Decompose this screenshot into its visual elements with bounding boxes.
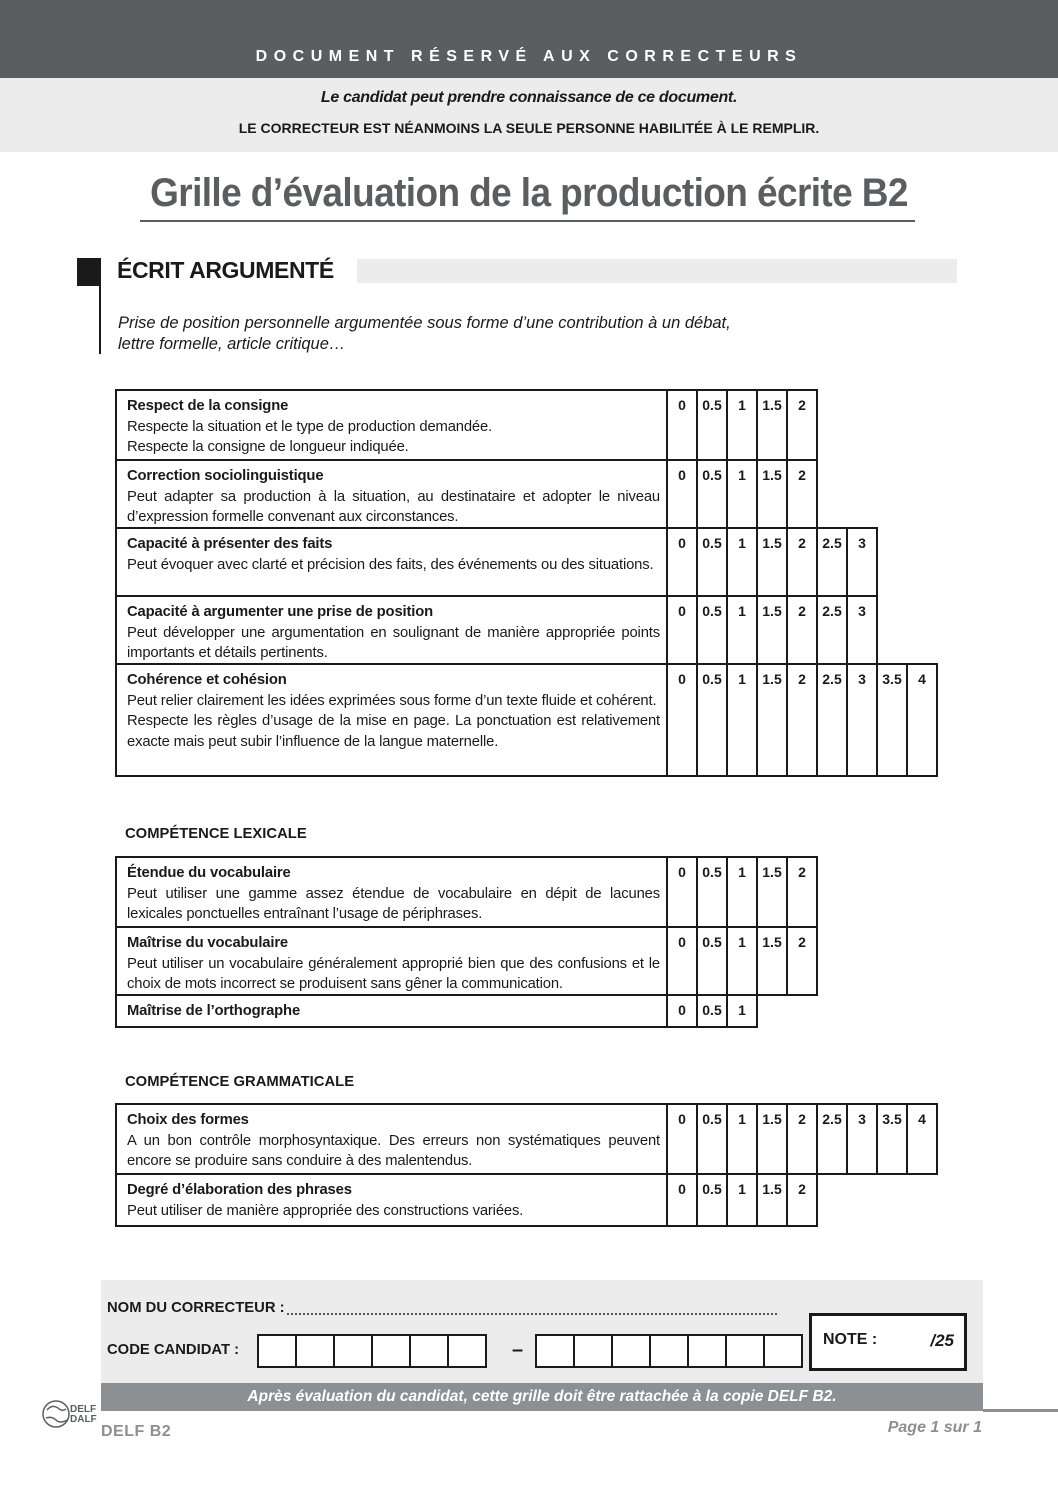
score-cell[interactable]: 0.5 — [696, 856, 728, 928]
score-options — [666, 389, 818, 461]
code-digit-box[interactable] — [687, 1334, 727, 1368]
score-options — [666, 663, 938, 777]
score-cell[interactable]: 3 — [846, 663, 878, 777]
notice-line-1: Le candidat peut prendre connaissance de ce document. — [320, 89, 738, 106]
score-cell[interactable]: 0.5 — [696, 1103, 728, 1175]
criterion-description-cell — [115, 527, 668, 597]
section-description-line: Prise de position personnelle argumentée sous forme d’une contribution à un débat, — [118, 314, 731, 332]
criterion-title: Étendue du vocabulaire — [127, 865, 291, 881]
score-cell[interactable]: 2.5 — [816, 1103, 848, 1175]
criterion-text: A un bon contrôle morphosyntaxique. Des erreurs non systématiques peuvent encore se produire sans conduire à des malentendus. — [127, 1132, 660, 1170]
note-max: /25 — [930, 1331, 954, 1350]
score-cell[interactable]: 3 — [846, 1103, 878, 1175]
criterion-title: Capacité à argumenter une prise de position — [127, 604, 434, 620]
score-cell[interactable]: 2.5 — [816, 527, 848, 597]
code-digit-box[interactable] — [295, 1334, 335, 1368]
score-cell[interactable]: 2.5 — [816, 663, 848, 777]
section-description — [118, 313, 898, 355]
score-options — [666, 527, 878, 597]
note-box[interactable] — [809, 1313, 967, 1371]
score-cell[interactable]: 0 — [666, 459, 698, 529]
score-options — [666, 459, 818, 529]
criterion-text: Peut utiliser un vocabulaire généralement approprié bien que des confusions et le choix de mots incorrect se produisent sans gêner la communication. — [127, 955, 660, 993]
attachment-note: Après évaluation du candidat, cette grille doit être rattachée à la copie DELF B2. — [101, 1383, 983, 1411]
code-digit-box[interactable] — [371, 1334, 411, 1368]
score-cell[interactable]: 0 — [666, 663, 698, 777]
candidate-code-boxes-left — [257, 1334, 487, 1368]
criterion-text: Peut utiliser de manière appropriée des constructions variées. — [127, 1202, 524, 1219]
criterion-text: Peut développer une argumentation en soulignant de manière appropriée points importants et détails pertinents. — [127, 624, 660, 662]
score-cell[interactable]: 1 — [726, 389, 758, 461]
reserved-notice: DOCUMENT RÉSERVÉ AUX CORRECTEURS — [255, 48, 803, 65]
score-cell[interactable]: 1 — [726, 595, 758, 665]
footer-rule — [983, 1409, 1058, 1412]
code-digit-box[interactable] — [649, 1334, 689, 1368]
score-cell[interactable]: 2 — [786, 459, 818, 529]
score-cell[interactable]: 0.5 — [696, 994, 728, 1028]
score-cell[interactable]: 2 — [786, 663, 818, 777]
lexical-heading: COMPÉTENCE LEXICALE — [125, 826, 307, 842]
score-cell[interactable]: 1 — [726, 663, 758, 777]
criterion-description-cell — [115, 994, 668, 1028]
score-options — [666, 1173, 818, 1227]
criterion-title: Respect de la consigne — [127, 398, 289, 414]
criterion-text: Peut adapter sa production à la situation, au destinataire et adopter le niveau d’expression formelle convenant aux circonstances. — [127, 488, 660, 526]
code-digit-box[interactable] — [257, 1334, 297, 1368]
score-cell[interactable]: 3 — [846, 527, 878, 597]
code-digit-box[interactable] — [573, 1334, 613, 1368]
code-digit-box[interactable] — [725, 1334, 765, 1368]
criterion-description-cell — [115, 389, 668, 461]
score-cell[interactable]: 0 — [666, 527, 698, 597]
score-cell[interactable]: 0.5 — [696, 595, 728, 665]
candidate-code-label: CODE CANDIDAT : — [107, 1342, 240, 1358]
criterion-description-cell — [115, 1173, 668, 1227]
score-cell[interactable]: 4 — [906, 663, 938, 777]
code-digit-box[interactable] — [409, 1334, 449, 1368]
criterion-text: Respecte la consigne de longueur indiquée. — [127, 439, 409, 456]
score-cell[interactable]: 1.5 — [756, 856, 788, 928]
criterion-title: Correction sociolinguistique — [127, 468, 324, 484]
score-cell[interactable]: 1.5 — [756, 663, 788, 777]
score-cell[interactable]: 2 — [786, 389, 818, 461]
score-cell[interactable]: 1.5 — [756, 595, 788, 665]
code-separator: – — [512, 1339, 524, 1361]
score-cell[interactable]: 1.5 — [756, 1103, 788, 1175]
score-cell[interactable]: 0 — [666, 1103, 698, 1175]
exam-label: DELF B2 — [101, 1423, 172, 1440]
score-cell[interactable]: 2.5 — [816, 595, 848, 665]
criterion-title: Capacité à présenter des faits — [127, 536, 333, 552]
score-cell[interactable]: 3.5 — [876, 663, 908, 777]
candidate-code-boxes-right — [535, 1334, 803, 1368]
criterion-text: Respecte la situation et le type de production demandée. — [127, 418, 493, 435]
criterion-description-cell — [115, 459, 668, 529]
criterion-title: Maîtrise de l’orthographe — [127, 1003, 301, 1019]
code-digit-box[interactable] — [333, 1334, 373, 1368]
score-cell[interactable]: 1 — [726, 1173, 758, 1227]
score-cell[interactable]: 1 — [726, 926, 758, 996]
score-options — [666, 1103, 938, 1175]
section-title-bar — [357, 259, 957, 283]
score-cell[interactable]: 1.5 — [756, 459, 788, 529]
score-cell[interactable]: 1.5 — [756, 389, 788, 461]
section-description-line: lettre formelle, article critique… — [118, 335, 346, 353]
section-title: ÉCRIT ARGUMENTÉ — [117, 257, 334, 283]
criterion-description-cell — [115, 1103, 668, 1175]
examiner-name-field[interactable] — [287, 1313, 777, 1315]
criterion-text: Peut évoquer avec clarté et précision des faits, des événements ou des situations. — [127, 556, 654, 573]
score-cell[interactable]: 4 — [906, 1103, 938, 1175]
criterion-description-cell — [115, 856, 668, 928]
score-cell[interactable]: 2 — [786, 1103, 818, 1175]
score-options — [666, 856, 818, 928]
score-cell[interactable]: 2 — [786, 595, 818, 665]
score-cell[interactable]: 1.5 — [756, 527, 788, 597]
notice-line-2: LE CORRECTEUR EST NÉANMOINS LA SEULE PERSONNE HABILITÉE À LE REMPLIR. — [238, 120, 820, 136]
criterion-description-cell — [115, 663, 668, 777]
score-cell[interactable]: 2 — [786, 1173, 818, 1227]
score-cell[interactable]: 0 — [666, 926, 698, 996]
criterion-text: Peut relier clairement les idées exprimées sous forme d’un texte fluide et cohérent. — [127, 692, 657, 709]
criterion-title: Choix des formes — [127, 1112, 249, 1128]
score-cell[interactable]: 1 — [726, 1103, 758, 1175]
score-cell[interactable]: 2 — [786, 926, 818, 996]
score-cell[interactable]: 0 — [666, 389, 698, 461]
code-digit-box[interactable] — [535, 1334, 575, 1368]
score-cell[interactable]: 1 — [726, 994, 758, 1028]
score-cell[interactable]: 1.5 — [756, 1173, 788, 1227]
score-options — [666, 595, 878, 665]
page-title: Grille d’évaluation de la production écrite B2 — [150, 170, 908, 215]
score-cell[interactable]: 0.5 — [696, 1173, 728, 1227]
candidate-notice — [0, 78, 1058, 152]
score-cell[interactable]: 0 — [666, 595, 698, 665]
note-label: NOTE : — [823, 1331, 878, 1348]
score-cell[interactable]: 2 — [786, 856, 818, 928]
delf-dalf-logo — [40, 1390, 98, 1438]
logo-globe-icon — [43, 1401, 69, 1427]
score-cell[interactable]: 0 — [666, 856, 698, 928]
score-cell[interactable]: 0 — [666, 1173, 698, 1227]
code-digit-box[interactable] — [611, 1334, 651, 1368]
score-cell[interactable]: 0 — [666, 994, 698, 1028]
score-cell[interactable]: 0.5 — [696, 527, 728, 597]
score-cell[interactable]: 0.5 — [696, 663, 728, 777]
page-number: Page 1 sur 1 — [887, 1419, 982, 1436]
score-cell[interactable]: 0.5 — [696, 926, 728, 996]
section-rule — [99, 258, 101, 354]
section-marker — [77, 258, 101, 286]
score-options — [666, 994, 758, 1028]
logo-text-dalf: DALF — [70, 1414, 97, 1425]
score-cell[interactable]: 2 — [786, 527, 818, 597]
criterion-description-cell — [115, 926, 668, 996]
score-cell[interactable]: 1 — [726, 527, 758, 597]
logo-text-delf: DELF — [70, 1404, 97, 1415]
header-band — [0, 0, 1058, 78]
criterion-title: Cohérence et cohésion — [127, 672, 287, 688]
score-cell[interactable]: 1 — [726, 459, 758, 529]
score-cell[interactable]: 0.5 — [696, 389, 728, 461]
grammar-heading: COMPÉTENCE GRAMMATICALE — [125, 1074, 355, 1090]
score-cell[interactable]: 1.5 — [756, 926, 788, 996]
criterion-title: Maîtrise du vocabulaire — [127, 935, 289, 951]
examiner-name-label: NOM DU CORRECTEUR : — [107, 1300, 285, 1316]
score-cell[interactable]: 0.5 — [696, 459, 728, 529]
title-underline — [140, 220, 915, 222]
score-cell[interactable]: 3 — [846, 595, 878, 665]
score-cell[interactable]: 3.5 — [876, 1103, 908, 1175]
score-options — [666, 926, 818, 996]
code-digit-box[interactable] — [763, 1334, 803, 1368]
criterion-title: Degré d’élaboration des phrases — [127, 1182, 352, 1198]
score-cell[interactable]: 1 — [726, 856, 758, 928]
code-digit-box[interactable] — [447, 1334, 487, 1368]
criterion-text: Respecte les règles d’usage de la mise en page. La ponctuation est relativement exacte mais peut subir l’influence de la langue maternelle. — [127, 713, 660, 751]
criterion-description-cell — [115, 595, 668, 665]
criterion-text: Peut utiliser une gamme assez étendue de vocabulaire en dépit de lacunes lexicales ponctuelles entraînant l’usage de périphrases. — [127, 885, 660, 923]
